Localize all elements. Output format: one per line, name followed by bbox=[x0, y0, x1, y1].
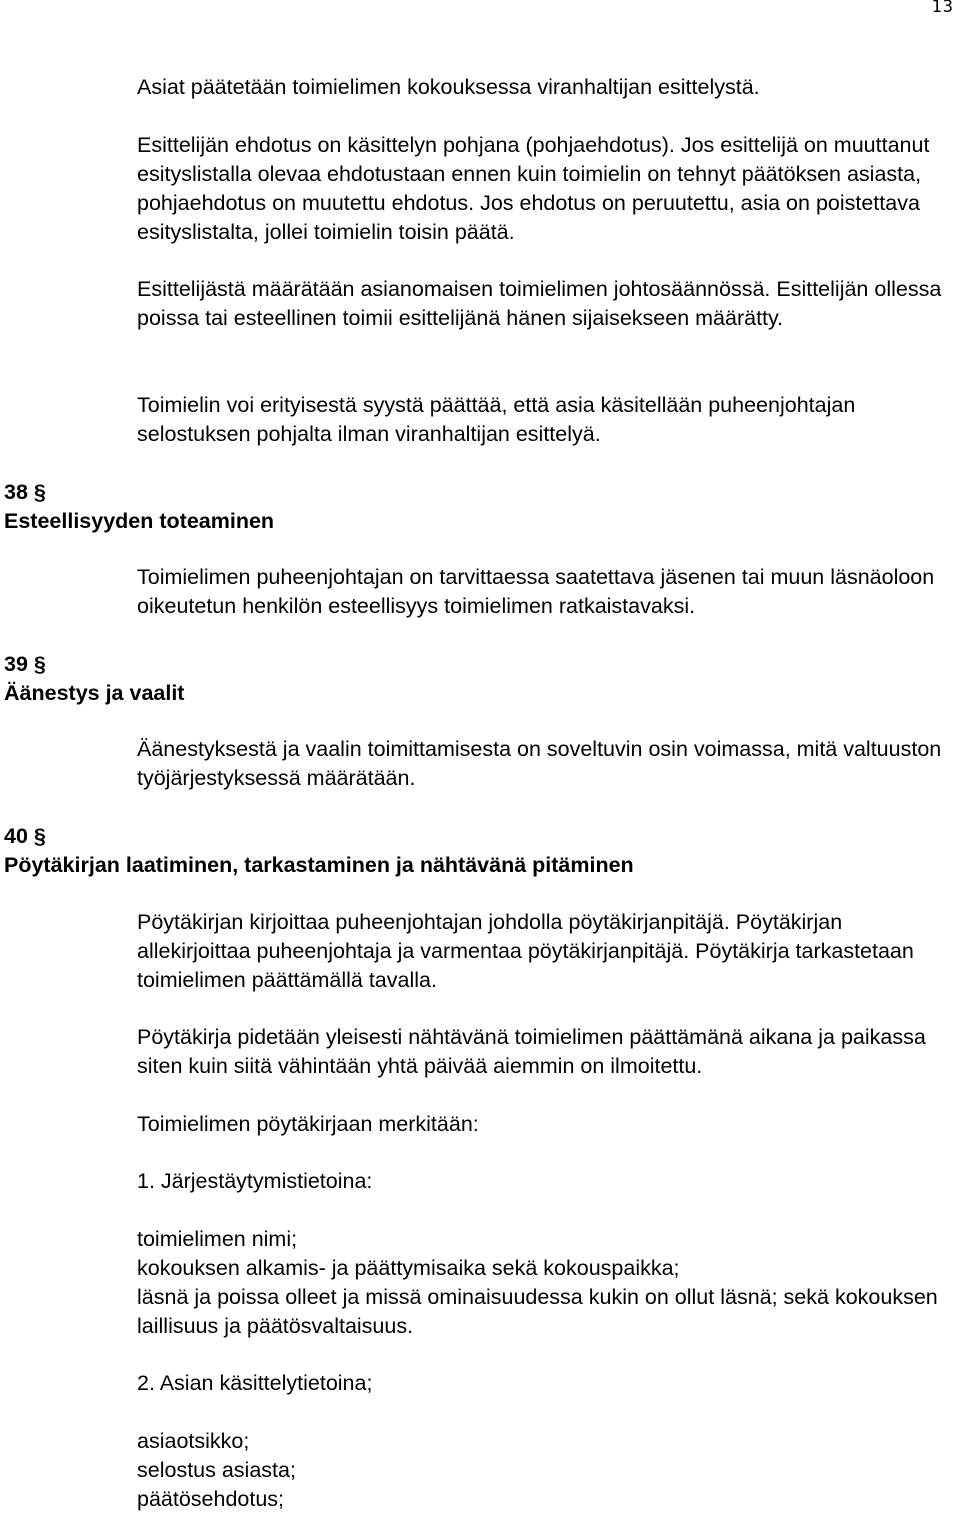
paragraph-text: Toimielin voi erityisestä syystä päättää, että asia käsitellään puheenjohtajan selostuksen pohjalta ilman viranhaltijan esittelyä. bbox=[137, 393, 856, 446]
section-39-text bbox=[137, 735, 957, 793]
section-39-heading bbox=[4, 650, 904, 708]
section-number: 40 § bbox=[4, 824, 46, 848]
list-1 bbox=[137, 1225, 957, 1341]
list-item: toimielimen nimi; bbox=[137, 1227, 298, 1251]
section-40-paragraph-1 bbox=[137, 908, 957, 995]
list-2 bbox=[137, 1427, 957, 1514]
list-item: päätösehdotus; bbox=[137, 1487, 285, 1511]
intro-paragraph-3 bbox=[137, 275, 957, 333]
list-2-title bbox=[137, 1369, 957, 1398]
paragraph-text: Asiat päätetään toimielimen kokouksessa viranhaltijan esittelystä. bbox=[137, 75, 760, 99]
section-title: Pöytäkirjan laatiminen, tarkastaminen ja nähtävänä pitäminen bbox=[4, 853, 634, 877]
list-title: 2. Asian käsittelytietoina; bbox=[137, 1371, 373, 1395]
section-title: Esteellisyyden toteaminen bbox=[4, 509, 275, 533]
paragraph-text: Pöytäkirja pidetään yleisesti nähtävänä toimielimen päättämänä aikana ja paikassa siten kuin siitä vähintään yhtä päivää aiemmin on ilmoitettu. bbox=[137, 1025, 926, 1078]
intro-paragraph-2 bbox=[137, 131, 957, 247]
section-38-text bbox=[137, 563, 957, 621]
section-number: 38 § bbox=[4, 480, 46, 504]
section-title: Äänestys ja vaalit bbox=[4, 681, 185, 705]
section-40-paragraph-2 bbox=[137, 1023, 957, 1081]
list-item: asiaotsikko; bbox=[137, 1429, 250, 1453]
section-40-paragraph-3 bbox=[137, 1110, 957, 1139]
section-40-heading bbox=[4, 822, 904, 880]
paragraph-text: Esittelijän ehdotus on käsittelyn pohjana (pohjaehdotus). Jos esittelijä on muuttanut esityslistalla olevaa ehdotustaan ennen kuin toimielin on tehnyt päätöksen asiasta, pohjaehdotus on muutettu ehdotus. Jos ehdotus on peruutettu, asia on poistettava esityslistalta, jollei toimielin toisin päätä. bbox=[137, 133, 930, 244]
page-number: 13 bbox=[931, 0, 954, 17]
list-1-title bbox=[137, 1167, 957, 1196]
section-number: 39 § bbox=[4, 652, 46, 676]
section-38-heading bbox=[4, 478, 904, 536]
paragraph-text: Esittelijästä määrätään asianomaisen toimielimen johtosäännössä. Esittelijän ollessa poissa tai esteellinen toimii esittelijänä hänen sijaisekseen määrätty. bbox=[137, 277, 942, 330]
list-item: kokouksen alkamis- ja päättymisaika sekä kokouspaikka; bbox=[137, 1256, 680, 1280]
list-title: 1. Järjestäytymistietoina: bbox=[137, 1169, 373, 1193]
intro-paragraph-4 bbox=[137, 391, 957, 449]
intro-paragraph-1 bbox=[137, 73, 957, 102]
list-item: läsnä ja poissa olleet ja missä ominaisuudessa kukin on ollut läsnä; sekä kokouksen laillisuus ja päätösvaltaisuus. bbox=[137, 1285, 938, 1338]
list-item: selostus asiasta; bbox=[137, 1458, 296, 1482]
paragraph-text: Pöytäkirjan kirjoittaa puheenjohtajan johdolla pöytäkirjanpitäjä. Pöytäkirjan allekirjoittaa puheenjohtaja ja varmentaa pöytäkirjanpitäjä. Pöytäkirja tarkastetaan toimielimen päättämällä tavalla. bbox=[137, 910, 914, 992]
paragraph-text: Toimielimen puheenjohtajan on tarvittaessa saatettava jäsenen tai muun läsnäoloon oikeutetun henkilön esteellisyys toimielimen ratkaistavaksi. bbox=[137, 565, 935, 618]
paragraph-text: Äänestyksestä ja vaalin toimittamisesta on soveltuvin osin voimassa, mitä valtuuston työjärjestyksessä määrätään. bbox=[137, 737, 942, 790]
paragraph-text: Toimielimen pöytäkirjaan merkitään: bbox=[137, 1112, 479, 1136]
